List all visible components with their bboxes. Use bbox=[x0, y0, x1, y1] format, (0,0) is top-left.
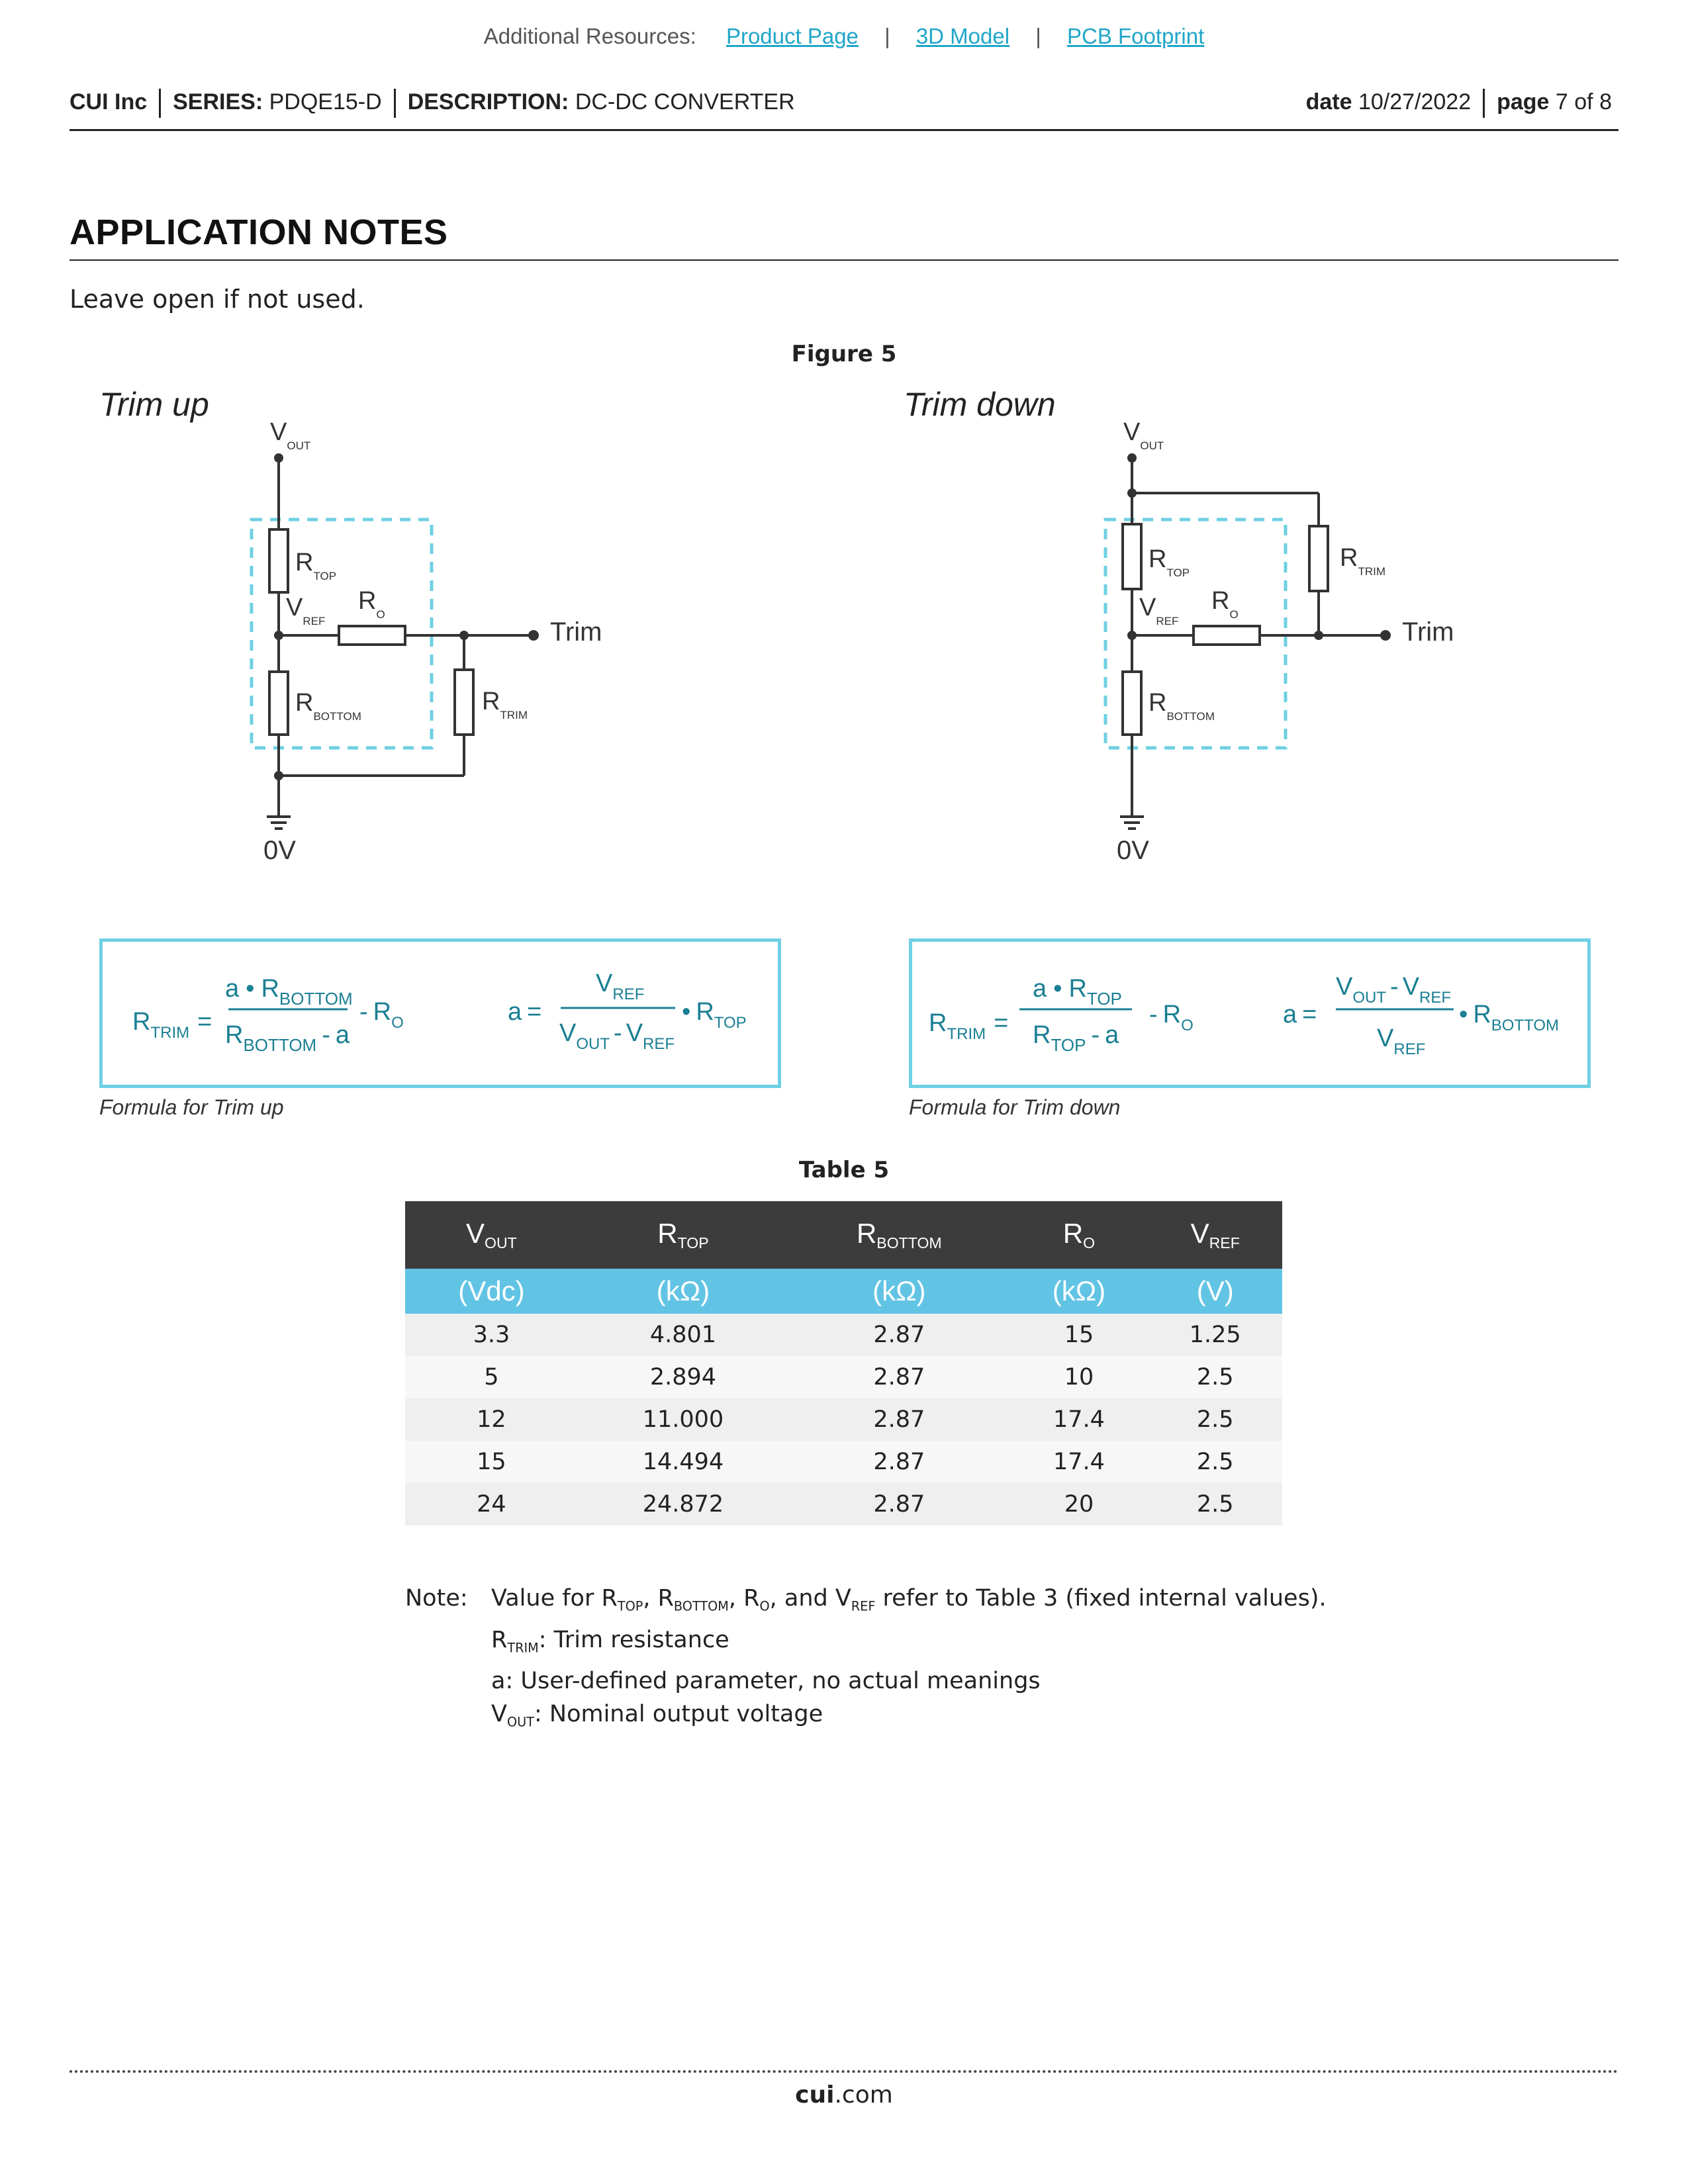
table-cell: 2.87 bbox=[788, 1356, 1010, 1398]
trim-down-circuit bbox=[1105, 458, 1385, 829]
r-o-resistor bbox=[339, 626, 405, 645]
denominator: $R_{BOTTOM}$ - a bbox=[225, 1021, 350, 1055]
note-lines bbox=[491, 1582, 1327, 1739]
table-header-row bbox=[405, 1201, 1282, 1269]
r-bottom-resistor bbox=[1123, 672, 1141, 735]
figure-caption: Figure 5 bbox=[791, 341, 897, 367]
r-top-resistor bbox=[1123, 524, 1141, 589]
header-vout: $V_{OUT}$ bbox=[405, 1201, 578, 1269]
ground-junction-node bbox=[274, 771, 283, 780]
section-title: APPLICATION NOTES bbox=[70, 212, 448, 252]
table-cell: 14.494 bbox=[578, 1441, 788, 1483]
rtrim-label: $R_{TRIM}$ bbox=[1340, 544, 1385, 578]
table-row bbox=[405, 1314, 1282, 1356]
table-cell: 2.5 bbox=[1148, 1441, 1282, 1483]
trim-up-title: Trim up bbox=[99, 386, 209, 423]
a-numerator: $V_{REF}$ bbox=[596, 970, 645, 1003]
trim-junction-node bbox=[1314, 631, 1323, 640]
trim-down-title: Trim down bbox=[904, 386, 1056, 423]
trim-label: Trim bbox=[550, 617, 602, 647]
unit-cell: (kΩ) bbox=[578, 1269, 788, 1314]
table-row bbox=[405, 1356, 1282, 1398]
table-caption: Table 5 bbox=[798, 1157, 890, 1183]
resources-label: Additional Resources: bbox=[483, 24, 696, 48]
table-cell: 1.25 bbox=[1148, 1314, 1282, 1356]
table-cell: 4.801 bbox=[578, 1314, 788, 1356]
header-rtop: $R_{TOP}$ bbox=[578, 1201, 788, 1269]
trim-up-circuit bbox=[252, 458, 534, 829]
times-rtop: • $R_{TOP}$ bbox=[682, 998, 747, 1032]
vout-node bbox=[274, 453, 283, 463]
formula-trim-up-caption: Formula for Trim up bbox=[99, 1095, 284, 1119]
vref-label: $V_{REF}$ bbox=[286, 594, 326, 627]
formula-trim-up-box bbox=[99, 938, 781, 1088]
table-row bbox=[405, 1483, 1282, 1525]
pcb-footprint-link[interactable]: PCB Footprint bbox=[1066, 24, 1205, 48]
series-value: PDQE15-D bbox=[269, 89, 382, 114]
ro-label: $R_O$ bbox=[358, 587, 385, 621]
table-cell: 17.4 bbox=[1010, 1398, 1149, 1441]
page-value: 7 of 8 bbox=[1555, 89, 1612, 114]
table-cell: 24.872 bbox=[578, 1483, 788, 1525]
a-denominator: $V_{OUT} - V_{REF}$ bbox=[559, 1019, 675, 1053]
table-cell: 12 bbox=[405, 1398, 578, 1441]
trim-label: Trim bbox=[1402, 617, 1454, 647]
trim-terminal-node bbox=[528, 630, 539, 641]
numerator: a • $R_{TOP}$ bbox=[1033, 975, 1122, 1009]
table-units-row bbox=[405, 1269, 1282, 1314]
trim-values-table bbox=[405, 1201, 1282, 1525]
table-cell: 24 bbox=[405, 1483, 578, 1525]
header-rbottom: $R_{BOTTOM}$ bbox=[788, 1201, 1010, 1269]
table-cell: 5 bbox=[405, 1356, 578, 1398]
times-rbottom: • $R_{BOTTOM}$ bbox=[1459, 1001, 1559, 1034]
table-cell: 17.4 bbox=[1010, 1441, 1149, 1483]
vout-label: $V_{OUT}$ bbox=[1123, 418, 1164, 452]
ro-label: $R_O$ bbox=[1211, 587, 1239, 621]
denominator: $R_{TOP}$ - a bbox=[1033, 1021, 1119, 1055]
r-o-resistor bbox=[1194, 626, 1260, 645]
ground-label: 0V bbox=[1117, 836, 1149, 865]
table-cell: 2.5 bbox=[1148, 1483, 1282, 1525]
numerator: a • $R_{BOTTOM}$ bbox=[225, 975, 353, 1009]
date-value: 10/27/2022 bbox=[1358, 89, 1472, 114]
company-name: CUI Inc bbox=[70, 89, 148, 114]
a-denominator: $V_{REF}$ bbox=[1377, 1024, 1426, 1058]
r-trim-resistor bbox=[455, 670, 473, 735]
table-cell: 2.87 bbox=[788, 1441, 1010, 1483]
note-line-1: Value for $R_{TOP}$, $R_{BOTTOM}$, $R_O$, and $V_{REF}$ refer to Table 3 (fixed internal values). bbox=[491, 1585, 1327, 1614]
table-cell: 2.5 bbox=[1148, 1356, 1282, 1398]
rtrim-label: $R_{TRIM}$ bbox=[482, 688, 528, 721]
intro-text: Leave open if not used. bbox=[70, 285, 365, 314]
vout-label: $V_{OUT}$ bbox=[270, 418, 311, 452]
table-cell: 3.3 bbox=[405, 1314, 578, 1356]
unit-cell: (V) bbox=[1148, 1269, 1282, 1314]
series-label: SERIES: bbox=[173, 89, 263, 114]
vref-label: $V_{REF}$ bbox=[1139, 594, 1179, 627]
note-line-3: a: User-defined parameter, no actual meanings bbox=[491, 1668, 1041, 1695]
trim-table bbox=[405, 1201, 1282, 1525]
r-top-resistor bbox=[269, 529, 288, 592]
table-cell: 2.894 bbox=[578, 1356, 788, 1398]
unit-cell: (kΩ) bbox=[1010, 1269, 1149, 1314]
page-label: page bbox=[1497, 89, 1550, 114]
vout-node bbox=[1127, 453, 1137, 463]
formula-trim-down-caption: Formula for Trim down bbox=[909, 1095, 1121, 1119]
table-cell: 10 bbox=[1010, 1356, 1149, 1398]
trim-junction-node bbox=[459, 631, 469, 640]
minus-ro: - $R_O$ bbox=[359, 998, 404, 1032]
footer-rule bbox=[70, 2070, 1618, 2073]
header-vref: $V_{REF}$ bbox=[1148, 1201, 1282, 1269]
table-row bbox=[405, 1398, 1282, 1441]
formula-trim-up bbox=[103, 942, 778, 1085]
a-equals: a = bbox=[508, 998, 542, 1026]
table-cell: 15 bbox=[405, 1441, 578, 1483]
footer-site[interactable] bbox=[0, 2081, 1688, 2109]
rtop-label: $R_{TOP}$ bbox=[295, 549, 337, 582]
unit-cell: (Vdc) bbox=[405, 1269, 578, 1314]
header-ro: $R_O$ bbox=[1010, 1201, 1149, 1269]
table-cell: 20 bbox=[1010, 1483, 1149, 1525]
table-cell: 2.87 bbox=[788, 1314, 1010, 1356]
formula-trim-down-box bbox=[909, 938, 1591, 1088]
formula-trim-down bbox=[912, 942, 1587, 1085]
unit-cell: (kΩ) bbox=[788, 1269, 1010, 1314]
minus-ro: - $R_O$ bbox=[1149, 1001, 1194, 1034]
description-label: DESCRIPTION: bbox=[407, 89, 569, 114]
r-trim-resistor bbox=[1309, 526, 1328, 591]
note-label: Note: bbox=[405, 1585, 468, 1612]
a-numerator: $V_{OUT} - V_{REF}$ bbox=[1336, 973, 1452, 1007]
rbottom-label: $R_{BOTTOM}$ bbox=[1149, 689, 1215, 723]
vref-node bbox=[1127, 631, 1137, 640]
table-cell: 2.87 bbox=[788, 1483, 1010, 1525]
resources-separator: | bbox=[884, 24, 890, 48]
footer-brand: cui bbox=[795, 2081, 835, 2109]
top-junction-node bbox=[1127, 488, 1137, 498]
rtrim-term: $R_{TRIM}$ = bbox=[132, 1008, 212, 1042]
product-page-link[interactable]: Product Page bbox=[726, 24, 859, 48]
date-label: date bbox=[1305, 89, 1352, 114]
a-equals: a = bbox=[1283, 1001, 1317, 1028]
vref-node bbox=[274, 631, 283, 640]
table-cell: 11.000 bbox=[578, 1398, 788, 1441]
note-line-2: $R_{TRIM}$: Trim resistance bbox=[491, 1626, 729, 1656]
description-value: DC-DC CONVERTER bbox=[575, 89, 795, 114]
3d-model-link[interactable]: 3D Model bbox=[915, 24, 1010, 48]
rbottom-label: $R_{BOTTOM}$ bbox=[295, 689, 361, 723]
table-row bbox=[405, 1441, 1282, 1483]
trim-terminal-node bbox=[1380, 630, 1391, 641]
table-cell: 15 bbox=[1010, 1314, 1149, 1356]
note-line-4: $V_{OUT}$: Nominal output voltage bbox=[491, 1701, 823, 1731]
rtop-label: $R_{TOP}$ bbox=[1149, 545, 1190, 579]
circuit-diagrams bbox=[0, 0, 1688, 927]
ground-label: 0V bbox=[263, 836, 296, 865]
footer-domain: .com bbox=[834, 2081, 893, 2109]
resources-separator: | bbox=[1035, 24, 1041, 48]
r-bottom-resistor bbox=[269, 672, 288, 735]
table-cell: 2.5 bbox=[1148, 1398, 1282, 1441]
rtrim-term: $R_{TRIM}$ = bbox=[929, 1009, 1009, 1043]
table-cell: 2.87 bbox=[788, 1398, 1010, 1441]
